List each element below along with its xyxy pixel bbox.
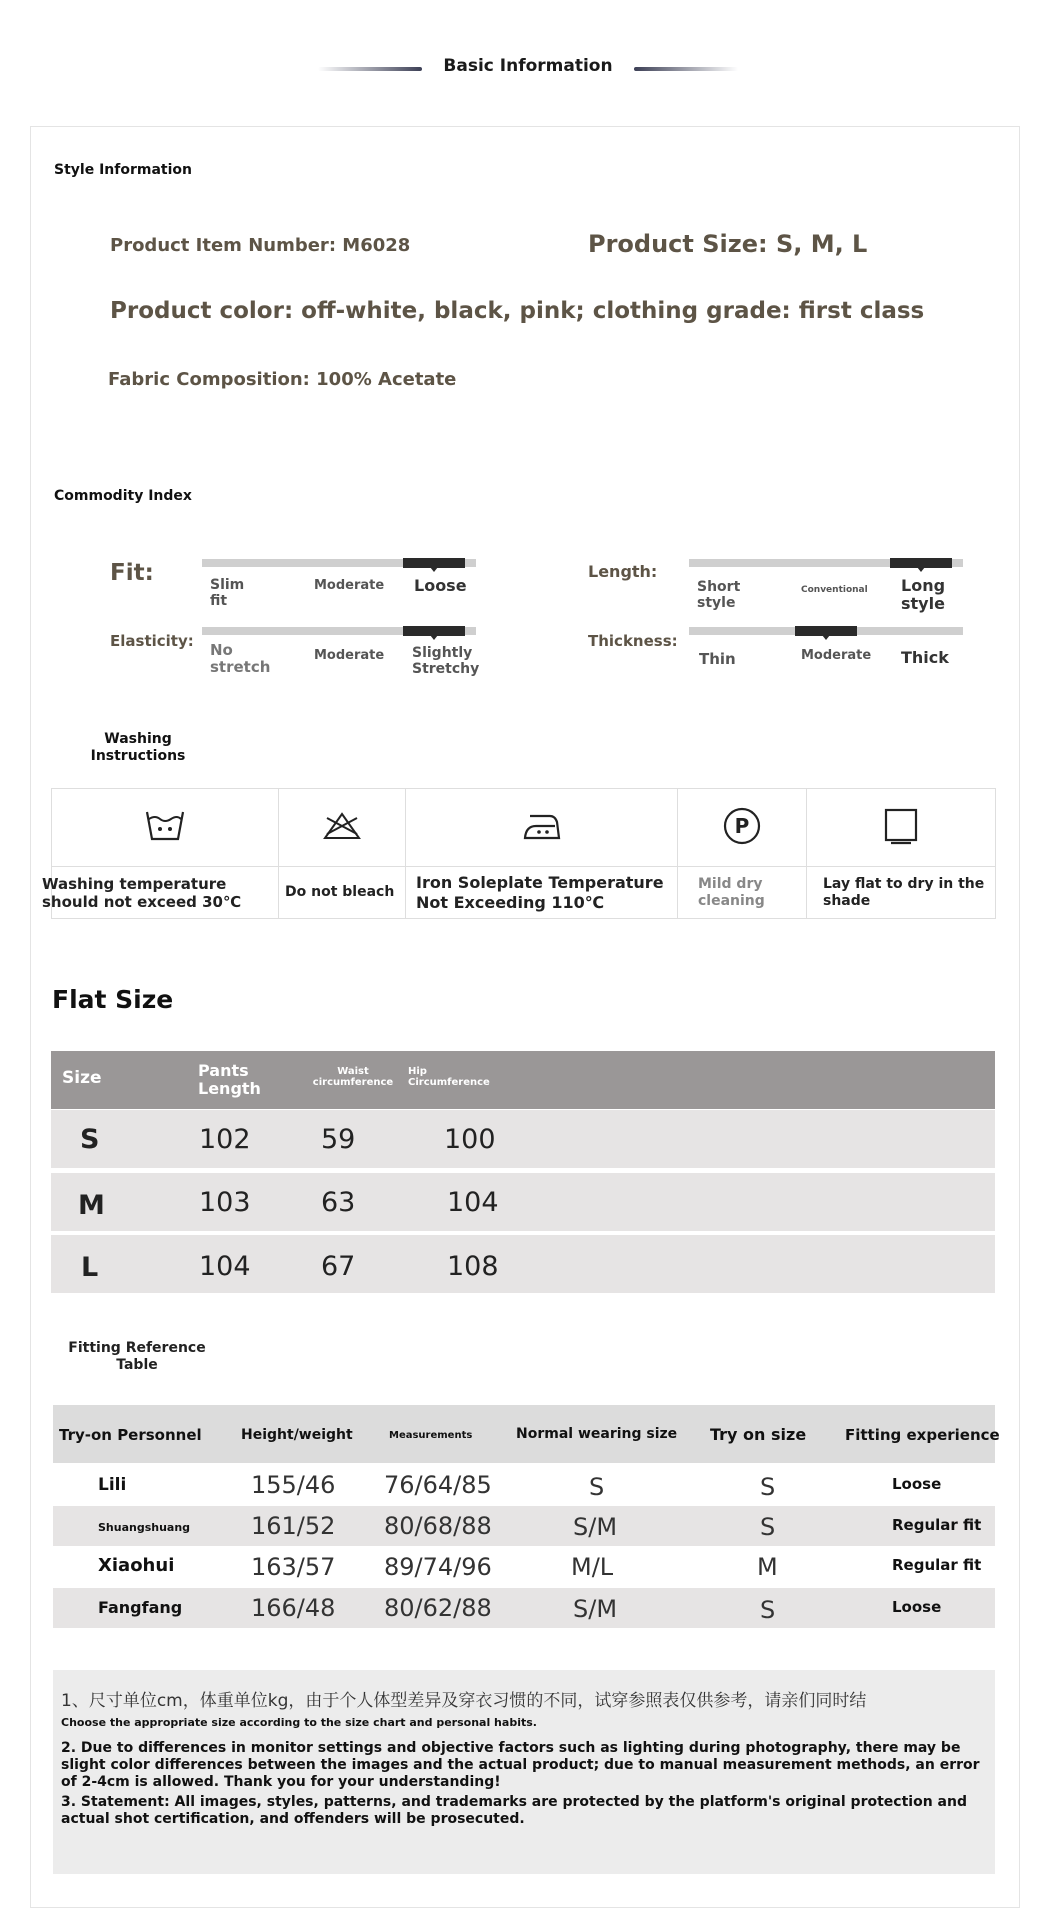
length-option-long: Long style — [901, 576, 946, 614]
iron-icon — [522, 827, 562, 846]
fit-header-personnel: Try-on Personnel — [59, 1426, 202, 1444]
fit-header-exp: Fitting experience — [845, 1426, 1000, 1444]
flat-cell-waist: 67 — [321, 1251, 356, 1282]
fit-option-loose: Loose — [414, 576, 467, 595]
fit-cell-normal: S — [589, 1473, 605, 1501]
thickness-option-thin: Thin — [699, 650, 736, 668]
fit-header-meas: Measurements — [389, 1430, 473, 1441]
fit-header-hw: Height/weight — [241, 1427, 353, 1443]
flat-size-row — [51, 1235, 995, 1293]
fit-label: Fit: — [110, 560, 154, 586]
commodity-index-label: Commodity Index — [54, 488, 192, 504]
bleach-text: Do not bleach — [285, 884, 395, 901]
fit-cell-exp: Regular fit — [892, 1516, 982, 1534]
fit-cell-exp: Loose — [892, 1475, 942, 1493]
page-title: Basic Information — [443, 56, 613, 76]
fit-cell-normal: M/L — [571, 1553, 614, 1581]
fit-cell-exp: Regular fit — [892, 1556, 982, 1574]
fit-header-normal: Normal wearing size — [516, 1426, 678, 1442]
iron-text-cell — [406, 867, 678, 919]
dryclean-text: Mild dry cleaning — [698, 875, 765, 909]
fit-cell-tryon: M — [757, 1553, 778, 1581]
note-2: 2. Due to differences in monitor settings and objective factors such as lighting during photography, there may be slight color differences between the images and the actual product; due to manual measurement methods, an error of 2-4cm is allowed. Thank you for your understanding! — [61, 1740, 980, 1790]
fitting-title: Fitting Reference Table — [68, 1340, 206, 1373]
flat-size-row — [51, 1173, 995, 1231]
flat-cell-hip: 100 — [444, 1124, 496, 1155]
iron-icon-cell — [406, 789, 678, 867]
thickness-label: Thickness: — [588, 632, 678, 650]
fit-cell-hw: 163/57 — [251, 1553, 336, 1581]
flatdry-text-cell — [807, 867, 996, 919]
fit-cell-name: Fangfang — [98, 1598, 183, 1617]
thickness-scale-marker — [795, 626, 857, 636]
wash-30-icon — [145, 828, 185, 847]
dryclean-icon-cell — [678, 789, 807, 867]
header-divider-right — [634, 67, 738, 71]
elasticity-option-moderate: Moderate — [314, 648, 385, 663]
flat-cell-length: 102 — [199, 1124, 251, 1155]
length-option-conventional: Conventional — [801, 585, 868, 595]
note-1-english: Choose the appropriate size according to the size chart and personal habits. — [61, 1716, 537, 1729]
fit-cell-hw: 161/52 — [251, 1512, 336, 1540]
flat-cell-hip: 104 — [447, 1187, 499, 1218]
flatdry-text: Lay flat to dry in the shade — [823, 875, 985, 909]
thickness-option-thick: Thick — [901, 648, 949, 667]
flat-cell-hip: 108 — [447, 1251, 499, 1282]
fabric-composition: Fabric Composition: 100% Acetate — [108, 369, 457, 390]
flat-cell-size: M — [78, 1190, 105, 1221]
fit-scale-marker — [403, 558, 465, 568]
dry-clean-icon — [722, 813, 762, 850]
wash-icon-cell — [52, 789, 279, 867]
washing-table — [42, 788, 996, 919]
fitting-row — [53, 1588, 995, 1628]
flat-cell-waist: 63 — [321, 1187, 356, 1218]
style-info-label: Style Information — [54, 162, 192, 178]
length-option-short: Short style — [697, 579, 741, 612]
flat-cell-length: 103 — [199, 1187, 251, 1218]
elasticity-scale-marker — [403, 626, 465, 636]
elasticity-option-none: No stretch — [210, 641, 271, 677]
note-1: 1、尺寸单位cm，体重单位kg，由于个人体型差异及穿衣习惯的不同，试穿参照表仅供参考，请亲们同时结 — [61, 1691, 867, 1711]
fitting-row — [53, 1465, 995, 1505]
fit-cell-normal: S/M — [573, 1513, 618, 1541]
svg-text:P: P — [734, 813, 750, 838]
washing-label: Washing Instructions — [90, 731, 186, 764]
fit-cell-hw: 155/46 — [251, 1471, 336, 1499]
fit-option-slim: Slim fit — [210, 577, 245, 610]
info-panel — [30, 126, 1020, 1908]
fit-cell-name: Shuangshuang — [98, 1521, 191, 1534]
notes-box — [53, 1670, 995, 1874]
thickness-option-moderate: Moderate — [801, 648, 872, 663]
fit-cell-normal: S/M — [573, 1595, 618, 1623]
elasticity-label: Elasticity: — [110, 632, 194, 650]
fit-cell-name: Lili — [98, 1475, 127, 1495]
fit-cell-tryon: S — [760, 1513, 776, 1541]
dryclean-text-cell — [678, 867, 807, 919]
fitting-row — [53, 1547, 995, 1587]
fit-cell-tryon: S — [760, 1596, 776, 1624]
flat-header-length: Pants Length — [198, 1061, 261, 1098]
note-3: 3. Statement: All images, styles, patterns, and trademarks are protected by the platform's original protection and actual shot certification, and offenders will be prosecuted. — [61, 1794, 967, 1828]
fit-cell-hw: 166/48 — [251, 1594, 336, 1622]
product-color: Product color: off-white, black, pink; clothing grade: first class — [110, 298, 925, 324]
fit-cell-meas: 89/74/96 — [384, 1553, 492, 1581]
flat-size-title: Flat Size — [52, 985, 174, 1014]
length-label: Length: — [588, 562, 658, 581]
fit-cell-meas: 80/62/88 — [384, 1594, 492, 1622]
header-divider-left — [318, 67, 422, 71]
iron-text: Iron Soleplate Temperature Not Exceeding 110℃ — [416, 873, 664, 912]
bleach-text-cell — [279, 867, 406, 919]
flat-cell-size: L — [81, 1252, 99, 1283]
fitting-row — [53, 1506, 995, 1546]
flat-cell-waist: 59 — [321, 1124, 356, 1155]
flat-size-row — [51, 1110, 995, 1168]
bleach-icon-cell — [279, 789, 406, 867]
elasticity-option-slightly: Slightly Stretchy — [412, 645, 480, 678]
wash-text: Washing temperature should not exceed 30℃ — [42, 874, 242, 911]
item-number: Product Item Number: M6028 — [110, 235, 411, 256]
fit-cell-meas: 76/64/85 — [384, 1471, 492, 1499]
flat-header-hip: Hip Circumference — [408, 1066, 490, 1088]
product-size: Product Size: S, M, L — [588, 230, 868, 258]
flatdry-icon-cell — [807, 789, 996, 867]
flat-dry-shade-icon — [883, 830, 919, 849]
length-scale-marker — [890, 558, 952, 568]
flat-cell-size: S — [80, 1124, 100, 1155]
wash-text-cell — [42, 867, 279, 919]
fit-cell-exp: Loose — [892, 1598, 942, 1616]
section-header — [0, 52, 1044, 82]
flat-header-waist: Waist circumference — [312, 1066, 394, 1088]
fit-option-moderate: Moderate — [314, 578, 385, 593]
no-bleach-icon — [321, 827, 363, 846]
flat-header-size: Size — [62, 1068, 102, 1088]
fit-header-tryon: Try on size — [710, 1425, 807, 1444]
fitting-header — [53, 1405, 1000, 1463]
fit-cell-name: Xiaohui — [98, 1555, 175, 1576]
fit-cell-tryon: S — [760, 1473, 776, 1501]
flat-cell-length: 104 — [199, 1251, 251, 1282]
flat-size-header — [51, 1051, 995, 1109]
fit-cell-meas: 80/68/88 — [384, 1512, 492, 1540]
